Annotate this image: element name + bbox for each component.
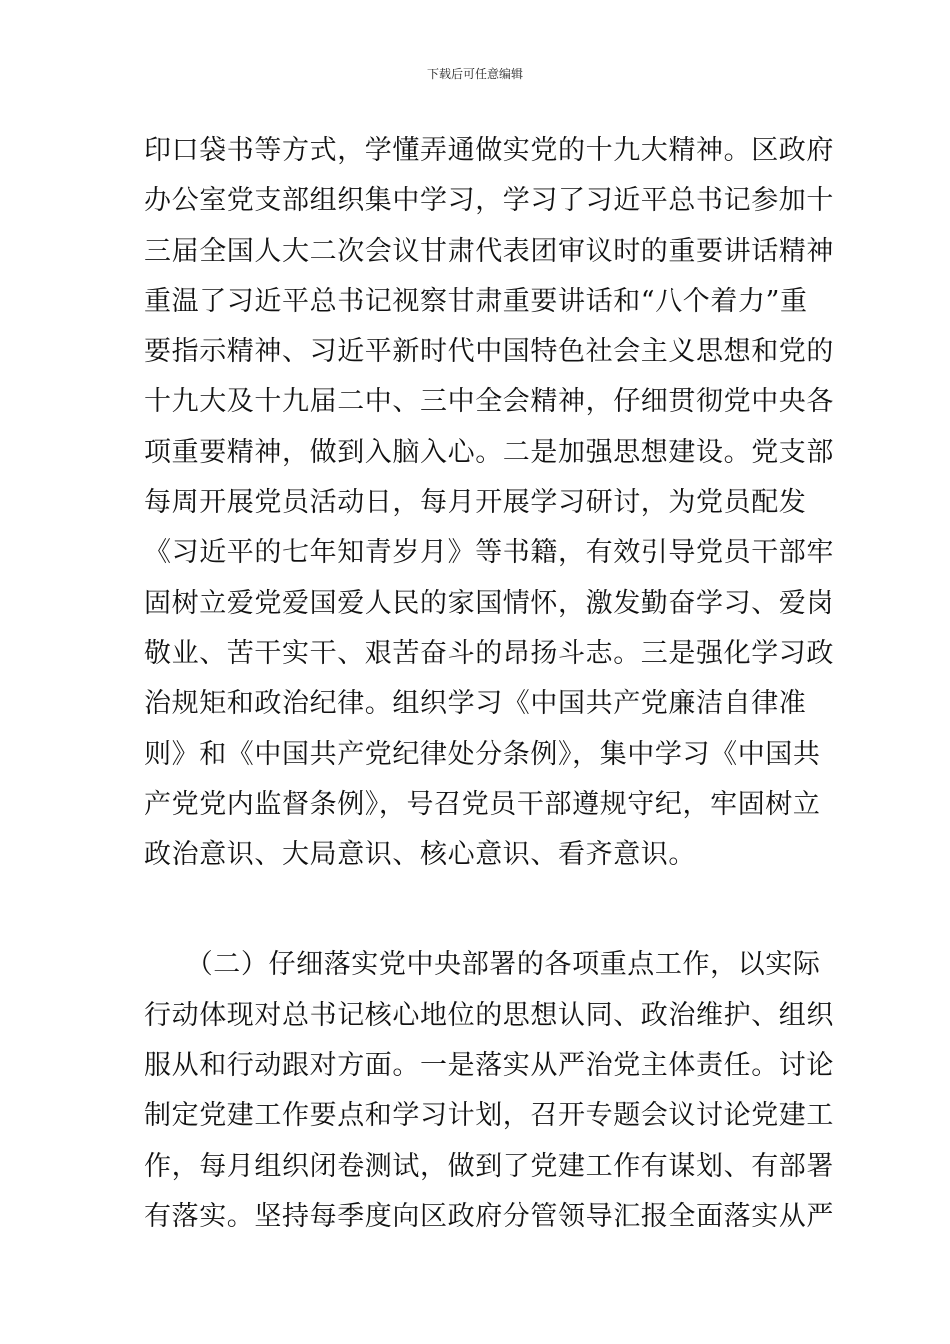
paragraph-line: 政治意识、大局意识、核心意识、看齐意识。 [144, 839, 696, 871]
paragraph-line: 产党党内监督条例》，号召党员干部遵规守纪，牢固树立 [144, 788, 821, 820]
paragraph-line: 制定党建工作要点和学习计划，召开专题会议讨论党建工 [144, 1100, 834, 1132]
paragraph-line: 十九大及十九届二中、三中全会精神，仔细贯彻党中央各 [144, 386, 834, 418]
paragraph-spacer [144, 880, 812, 940]
paragraph-line: 三届全国人大二次会议甘肃代表团审议时的重要讲话精神 [144, 235, 834, 267]
paragraph-line: 敬业、苦干实干、艰苦奋斗的昂扬斗志。三是强化学习政 [144, 637, 834, 669]
paragraph-line: 固树立爱党爱国爱人民的家国情怀，激发勤奋学习、爱岗 [144, 587, 834, 619]
document-body [144, 126, 834, 1242]
paragraph-line: 每周开展党员活动日，每月开展学习研讨，为党员配发 [144, 487, 807, 519]
paragraph-line: 作，每月组织闭卷测试，做到了党建工作有谋划、有部署 [144, 1150, 834, 1182]
paragraph-2 [144, 940, 834, 1242]
paragraph-line: 行动体现对总书记核心地位的思想认同、政治维护、组织 [144, 999, 834, 1031]
paragraph-line: 印口袋书等方式，学懂弄通做实党的十九大精神。区政府 [144, 135, 834, 166]
page-header: 下载后可任意编辑 [426, 67, 523, 81]
paragraph-line: 要指示精神、习近平新时代中国特色社会主义思想和党的 [144, 336, 834, 368]
paragraph-line: 项重要精神，做到入脑入心。二是加强思想建设。党支部 [144, 436, 834, 468]
paragraph-line: 《习近平的七年知青岁月》等书籍，有效引导党员干部牢 [144, 537, 834, 569]
paragraph-line: 则》和《中国共产党纪律处分条例》，集中学习《中国共 [144, 738, 821, 770]
paragraph-line: （二）仔细落实党中央部署的各项重点工作，以实际 [144, 949, 821, 981]
paragraph-line: 办公室党支部组织集中学习，学习了习近平总书记参加十 [144, 185, 834, 217]
paragraph-line: 有落实。坚持每季度向区政府分管领导汇报全面落实从严 [144, 1200, 834, 1232]
paragraph-line: 服从和行动跟对方面。一是落实从严治党主体责任。讨论 [144, 1050, 834, 1082]
paragraph-1 [144, 126, 834, 880]
paragraph-line: 治规矩和政治纪律。组织学习《中国共产党廉洁自律准 [144, 688, 807, 720]
paragraph-line: 重温了习近平总书记视察甘肃重要讲话和“八个着力”重 [144, 285, 808, 317]
